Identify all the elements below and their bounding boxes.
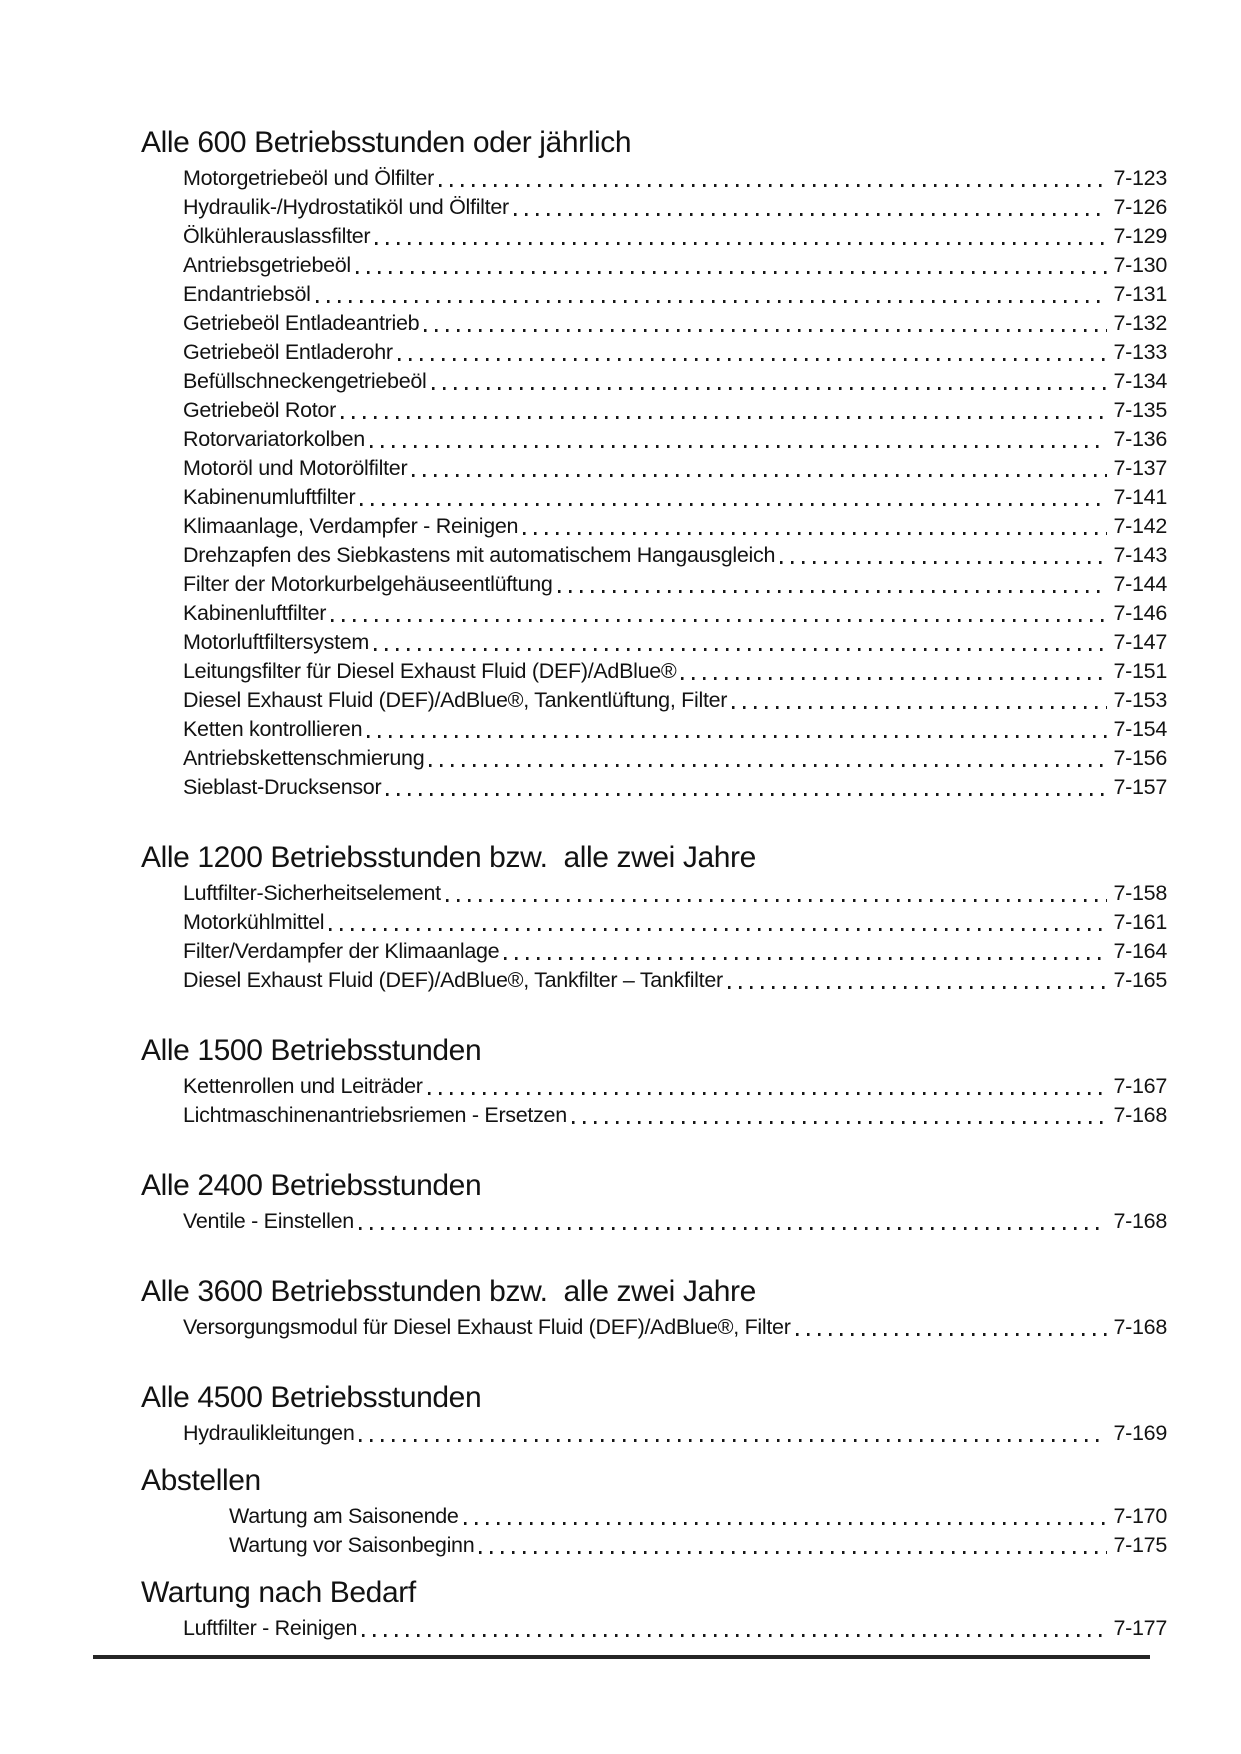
toc-dot-leader bbox=[681, 657, 1106, 686]
toc-entry[interactable] bbox=[183, 396, 1167, 425]
toc-section bbox=[141, 1379, 1167, 1448]
toc-entry[interactable] bbox=[183, 773, 1167, 802]
toc-entry-label: Ventile - Einstellen bbox=[183, 1209, 354, 1233]
toc-dot-leader bbox=[316, 280, 1107, 309]
toc-dot-leader bbox=[329, 908, 1106, 937]
toc-entry[interactable] bbox=[183, 686, 1167, 715]
toc-entry[interactable] bbox=[183, 966, 1167, 995]
section-entries bbox=[141, 1313, 1167, 1342]
toc-page-number: 7-167 bbox=[1113, 1074, 1167, 1098]
toc-entry[interactable] bbox=[183, 1072, 1167, 1101]
toc-entry[interactable] bbox=[183, 628, 1167, 657]
toc-dot-leader bbox=[504, 937, 1106, 966]
toc-dot-leader bbox=[386, 773, 1106, 802]
toc-entry[interactable] bbox=[229, 1502, 1167, 1531]
toc-dot-leader bbox=[796, 1313, 1107, 1342]
toc-page-number: 7-157 bbox=[1113, 775, 1167, 799]
toc-entry[interactable] bbox=[183, 483, 1167, 512]
toc-page-number: 7-170 bbox=[1113, 1504, 1167, 1528]
toc-dot-leader bbox=[432, 367, 1107, 396]
section-heading: Wartung nach Bedarf bbox=[141, 1576, 416, 1609]
toc-page-number: 7-153 bbox=[1113, 688, 1167, 712]
toc-page-number: 7-130 bbox=[1113, 253, 1167, 277]
toc-entry[interactable] bbox=[183, 1614, 1167, 1643]
toc-entry[interactable] bbox=[183, 164, 1167, 193]
section-entries bbox=[141, 164, 1167, 802]
toc-page-number: 7-123 bbox=[1113, 166, 1167, 190]
section-heading: Alle 1500 Betriebsstunden bbox=[141, 1034, 482, 1067]
toc-entry[interactable] bbox=[183, 1419, 1167, 1448]
section-entries bbox=[141, 1072, 1167, 1130]
toc-section bbox=[141, 1032, 1167, 1130]
toc-entry-label: Endantriebsöl bbox=[183, 282, 311, 306]
toc-dot-leader bbox=[728, 966, 1107, 995]
toc-section bbox=[141, 839, 1167, 995]
toc-entry-label: Filter/Verdampfer der Klimaanlage bbox=[183, 939, 500, 963]
toc-section bbox=[141, 1574, 1167, 1643]
toc-dot-leader bbox=[428, 1072, 1107, 1101]
toc-entry[interactable] bbox=[183, 570, 1167, 599]
toc-page-number: 7-137 bbox=[1113, 456, 1167, 480]
section-entries bbox=[141, 1614, 1167, 1643]
toc-page-number: 7-177 bbox=[1113, 1616, 1167, 1640]
toc-entry-label: Kabinenluftfilter bbox=[183, 601, 327, 625]
toc-page-number: 7-151 bbox=[1113, 659, 1167, 683]
toc-dot-leader bbox=[424, 309, 1106, 338]
toc-entry-label: Motorluftfiltersystem bbox=[183, 630, 370, 654]
toc-entry-label: Luftfilter - Reinigen bbox=[183, 1616, 358, 1640]
toc-entry-label: Ketten kontrollieren bbox=[183, 717, 363, 741]
section-heading: Abstellen bbox=[141, 1464, 261, 1497]
toc-page-number: 7-154 bbox=[1113, 717, 1167, 741]
toc-entry-label: Rotorvariatorkolben bbox=[183, 427, 365, 451]
toc-entry[interactable] bbox=[183, 454, 1167, 483]
toc-dot-leader bbox=[398, 338, 1107, 367]
toc-dot-leader bbox=[429, 744, 1106, 773]
toc-content bbox=[141, 124, 1167, 1643]
toc-page-number: 7-164 bbox=[1113, 939, 1167, 963]
toc-page-number: 7-131 bbox=[1113, 282, 1167, 306]
toc-dot-leader bbox=[331, 599, 1106, 628]
toc-page-number: 7-134 bbox=[1113, 369, 1167, 393]
toc-entry-label: Luftfilter-Sicherheitselement bbox=[183, 881, 441, 905]
toc-dot-leader bbox=[572, 1101, 1107, 1130]
toc-entry-label: Motorgetriebeöl und Ölfilter bbox=[183, 166, 434, 190]
toc-entry-label: Diesel Exhaust Fluid (DEF)/AdBlue®, Tankentlüftung, Filter bbox=[183, 688, 728, 712]
toc-page-number: 7-165 bbox=[1113, 968, 1167, 992]
toc-page-number: 7-126 bbox=[1113, 195, 1167, 219]
toc-entry[interactable] bbox=[183, 309, 1167, 338]
footer-rule bbox=[93, 1655, 1150, 1659]
toc-dot-leader bbox=[446, 879, 1107, 908]
section-heading: Alle 1200 Betriebsstunden bzw. alle zwei Jahre bbox=[141, 841, 756, 874]
toc-entry-label: Sieblast-Drucksensor bbox=[183, 775, 382, 799]
toc-dot-leader bbox=[732, 686, 1106, 715]
section-heading: Alle 2400 Betriebsstunden bbox=[141, 1169, 482, 1202]
toc-dot-leader bbox=[558, 570, 1107, 599]
toc-entry[interactable] bbox=[183, 1101, 1167, 1130]
toc-page-number: 7-143 bbox=[1113, 543, 1167, 567]
toc-entry-label: Antriebsgetriebeöl bbox=[183, 253, 351, 277]
toc-page-number: 7-132 bbox=[1113, 311, 1167, 335]
toc-entry-label: Motoröl und Motorölfilter bbox=[183, 456, 408, 480]
toc-page-number: 7-144 bbox=[1113, 572, 1167, 596]
toc-dot-leader bbox=[370, 425, 1107, 454]
toc-page-number: 7-168 bbox=[1113, 1315, 1167, 1339]
toc-entry-label: Wartung am Saisonende bbox=[229, 1504, 459, 1528]
toc-dot-leader bbox=[464, 1502, 1107, 1531]
toc-dot-leader bbox=[412, 454, 1106, 483]
toc-page-number: 7-133 bbox=[1113, 340, 1167, 364]
toc-page-number: 7-147 bbox=[1113, 630, 1167, 654]
toc-entry-label: Befüllschneckengetriebeöl bbox=[183, 369, 427, 393]
toc-entry-label: Leitungsfilter für Diesel Exhaust Fluid (DEF)/AdBlue® bbox=[183, 659, 677, 683]
toc-entry[interactable] bbox=[183, 280, 1167, 309]
toc-page-number: 7-129 bbox=[1113, 224, 1167, 248]
section-entries bbox=[141, 1502, 1167, 1560]
toc-dot-leader bbox=[341, 396, 1107, 425]
toc-entry[interactable] bbox=[183, 1207, 1167, 1236]
toc-dot-leader bbox=[375, 222, 1106, 251]
toc-page-number: 7-135 bbox=[1113, 398, 1167, 422]
toc-page-number: 7-146 bbox=[1113, 601, 1167, 625]
toc-entry[interactable] bbox=[183, 251, 1167, 280]
toc-dot-leader bbox=[356, 251, 1107, 280]
toc-dot-leader bbox=[367, 715, 1106, 744]
toc-entry[interactable] bbox=[229, 1531, 1167, 1560]
toc-page-number: 7-158 bbox=[1113, 881, 1167, 905]
toc-entry-label: Antriebskettenschmierung bbox=[183, 746, 425, 770]
toc-dot-leader bbox=[479, 1531, 1106, 1560]
toc-page-number: 7-168 bbox=[1113, 1103, 1167, 1127]
toc-entry-label: Drehzapfen des Siebkastens mit automatischem Hangausgleich bbox=[183, 543, 776, 567]
toc-entry[interactable] bbox=[183, 599, 1167, 628]
toc-page-number: 7-141 bbox=[1113, 485, 1167, 509]
toc-entry-label: Getriebeöl Rotor bbox=[183, 398, 336, 422]
toc-entry[interactable] bbox=[183, 222, 1167, 251]
toc-dot-leader bbox=[359, 1419, 1106, 1448]
toc-entry-label: Ölkühlerauslassfilter bbox=[183, 224, 371, 248]
section-entries bbox=[141, 1419, 1167, 1448]
toc-entry[interactable] bbox=[183, 937, 1167, 966]
toc-dot-leader bbox=[374, 628, 1106, 657]
toc-section bbox=[141, 1462, 1167, 1560]
section-heading: Alle 4500 Betriebsstunden bbox=[141, 1381, 482, 1414]
toc-entry-label: Kettenrollen und Leiträder bbox=[183, 1074, 423, 1098]
toc-entry[interactable] bbox=[183, 425, 1167, 454]
toc-entry-label: Filter der Motorkurbelgehäuseentlüftung bbox=[183, 572, 553, 596]
section-entries bbox=[141, 879, 1167, 995]
toc-page-number: 7-169 bbox=[1113, 1421, 1167, 1445]
toc-entry[interactable] bbox=[183, 715, 1167, 744]
toc-entry[interactable] bbox=[183, 338, 1167, 367]
toc-entry[interactable] bbox=[183, 367, 1167, 396]
toc-page-number: 7-175 bbox=[1113, 1533, 1167, 1557]
toc-entry-label: Wartung vor Saisonbeginn bbox=[229, 1533, 475, 1557]
toc-entry[interactable] bbox=[183, 541, 1167, 570]
toc-entry[interactable] bbox=[183, 657, 1167, 686]
section-heading: Alle 600 Betriebsstunden oder jährlich bbox=[141, 126, 632, 159]
toc-dot-leader bbox=[359, 1207, 1107, 1236]
section-entries bbox=[141, 1207, 1167, 1236]
toc-entry-label: Versorgungsmodul für Diesel Exhaust Fluid (DEF)/AdBlue®, Filter bbox=[183, 1315, 791, 1339]
toc-page-number: 7-168 bbox=[1113, 1209, 1167, 1233]
toc-entry[interactable] bbox=[183, 879, 1167, 908]
toc-entry-label: Kabinenumluftfilter bbox=[183, 485, 356, 509]
toc-page-number: 7-142 bbox=[1113, 514, 1167, 538]
toc-dot-leader bbox=[439, 164, 1107, 193]
toc-page-number: 7-161 bbox=[1113, 910, 1167, 934]
toc-page-number: 7-156 bbox=[1113, 746, 1167, 770]
toc-section bbox=[141, 124, 1167, 802]
toc-section bbox=[141, 1167, 1167, 1236]
toc-dot-leader bbox=[523, 512, 1106, 541]
toc-entry-label: Getriebeöl Entladeantrieb bbox=[183, 311, 420, 335]
toc-entry[interactable] bbox=[183, 744, 1167, 773]
toc-entry-label: Motorkühlmittel bbox=[183, 910, 325, 934]
toc-entry-label: Getriebeöl Entladerohr bbox=[183, 340, 393, 364]
toc-section bbox=[141, 1273, 1167, 1342]
toc-page-number: 7-136 bbox=[1113, 427, 1167, 451]
toc-dot-leader bbox=[780, 541, 1106, 570]
toc-entry-label: Klimaanlage, Verdampfer - Reinigen bbox=[183, 514, 519, 538]
toc-entry[interactable] bbox=[183, 908, 1167, 937]
toc-entry-label: Hydraulik-/Hydrostatiköl und Ölfilter bbox=[183, 195, 509, 219]
toc-dot-leader bbox=[360, 483, 1106, 512]
toc-entry-label: Hydraulikleitungen bbox=[183, 1421, 355, 1445]
toc-dot-leader bbox=[514, 193, 1107, 222]
toc-entry-label: Lichtmaschinenantriebsriemen - Ersetzen bbox=[183, 1103, 567, 1127]
toc-entry[interactable] bbox=[183, 512, 1167, 541]
toc-entry[interactable] bbox=[183, 193, 1167, 222]
toc-entry-label: Diesel Exhaust Fluid (DEF)/AdBlue®, Tankfilter – Tankfilter bbox=[183, 968, 723, 992]
toc-dot-leader bbox=[362, 1614, 1106, 1643]
toc-entry[interactable] bbox=[183, 1313, 1167, 1342]
section-heading: Alle 3600 Betriebsstunden bzw. alle zwei Jahre bbox=[141, 1275, 756, 1308]
